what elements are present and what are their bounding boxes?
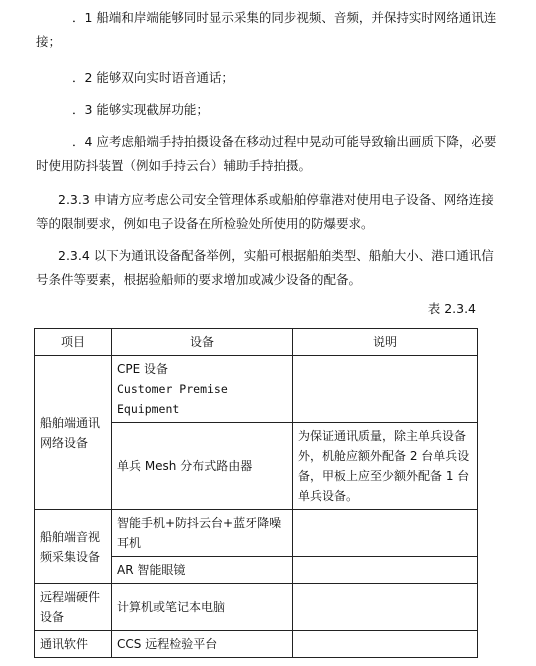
section-2-3-3: 2.3.3 申请方应考虑公司安全管理体系或船舶停靠港对使用电子设备、网络连接等的限制要求，例如电子设备在所检验处所使用的防爆要求。 <box>36 192 494 231</box>
clause-1: ．1 船端和岸端能够同时显示采集的同步视频、音频，并保持实时网络通讯连接； <box>36 10 497 49</box>
cell-note-mesh: 为保证通讯质量，除主单兵设备外，机舱应额外配备 2 台单兵设备，甲板上应至少额外配备 1 台单兵设备。 <box>293 423 478 510</box>
header-note: 说明 <box>293 329 478 356</box>
cpe-line2: Customer Premise Equipment <box>117 382 228 416</box>
cell-item-network: 船舶端通讯网络设备 <box>35 356 112 510</box>
cell-note-platform <box>293 631 478 658</box>
cell-device-phone: 智能手机+防抖云台+蓝牙降噪耳机 <box>112 510 293 557</box>
cell-item-av: 船舶端音视频采集设备 <box>35 510 112 584</box>
cell-device-computer: 计算机或笔记本电脑 <box>112 584 293 631</box>
cell-note-ar <box>293 557 478 584</box>
cell-note-cpe <box>293 356 478 423</box>
cell-device-mesh: 单兵 Mesh 分布式路由器 <box>112 423 293 510</box>
table-row <box>35 510 478 557</box>
header-device: 设备 <box>112 329 293 356</box>
clause-4: ．4 应考虑船端手持拍摄设备在移动过程中晃动可能导致输出画质下降，必要时使用防抖装置（例如手持云台）辅助手持拍摄。 <box>36 134 497 173</box>
table-row <box>35 631 478 658</box>
cell-note-phone <box>293 510 478 557</box>
cell-item-software: 通讯软件 <box>35 631 112 658</box>
cell-item-remote: 远程端硬件设备 <box>35 584 112 631</box>
cpe-line1: CPE 设备 <box>117 362 169 376</box>
clause-2: ．2 能够双向实时语音通话； <box>72 70 234 85</box>
cell-device-platform: CCS 远程检验平台 <box>112 631 293 658</box>
table-row <box>35 356 478 423</box>
clause-3: ．3 能够实现截屏功能； <box>72 102 209 117</box>
cell-device-ar: AR 智能眼镜 <box>112 557 293 584</box>
cell-note-computer <box>293 584 478 631</box>
section-2-3-4: 2.3.4 以下为通讯设备配备举例，实船可根据船舶类型、船舶大小、港口通讯信号条件等要素，根据验船师的要求增加或减少设备的配备。 <box>36 248 494 287</box>
header-item: 项目 <box>35 329 112 356</box>
table-header-row <box>35 329 478 356</box>
table-row <box>35 584 478 631</box>
table-caption: 表 2.3.4 <box>427 301 476 316</box>
cell-device-cpe <box>112 356 293 423</box>
equipment-table <box>34 328 478 658</box>
